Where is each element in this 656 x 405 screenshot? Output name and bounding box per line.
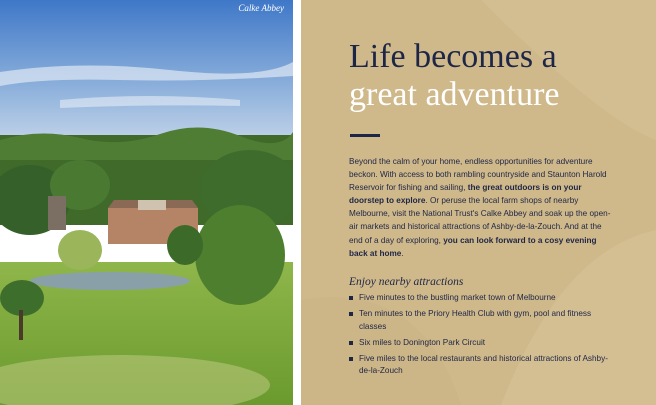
body-text-3: . [401,248,404,258]
list-item-text: Six miles to Donington Park Circuit [359,337,486,347]
bullet-icon [349,296,353,300]
bullet-icon [349,357,353,361]
calke-abbey-photo [0,0,293,405]
body-bold-1: the great outdoors is on your doorstep to explore [349,183,582,206]
headline-line2: great adventure [349,76,560,113]
list-item-text: Ten minutes to the Priory Health Club with gym, pool and fitness classes [359,309,592,331]
list-item [349,308,619,333]
body-bold-2: you can look forward to a cosy evening back at home [349,235,597,258]
divider [350,134,380,137]
list-item-text: Five miles to the local restaurants and historical attractions of Ashby-de-la-Zouch [359,353,608,376]
photo-caption: Calke Abbey [238,3,284,13]
headline [349,38,560,114]
headline-line1: Life becomes a [349,38,557,75]
bullet-icon [349,312,353,316]
list-item [349,353,619,378]
attractions-list [349,292,619,382]
bullet-icon [349,341,353,345]
list-item-text: Five minutes to the bustling market town of Melbourne [359,293,556,302]
body-paragraph [349,155,611,260]
text-panel [301,0,656,405]
attractions-heading: Enjoy nearby attractions [349,276,464,288]
body-text-1: Beyond the calm of your home, endless opportunities for adventure beckon. With access to both rambling countryside and Staunton Harold Reservoir for fishing and sailing, [349,157,607,193]
list-item [349,337,619,350]
list-item [349,292,619,305]
body-text-2: . Or peruse the local farm shops of nearby Melbourne, visit the National Trust's Calke Abbey and soak up the open-air markets and historical attractions of Ashby-de-la-Zouch. And at the end of a day of exploring, [349,196,611,245]
landscape-illustration [0,0,293,405]
